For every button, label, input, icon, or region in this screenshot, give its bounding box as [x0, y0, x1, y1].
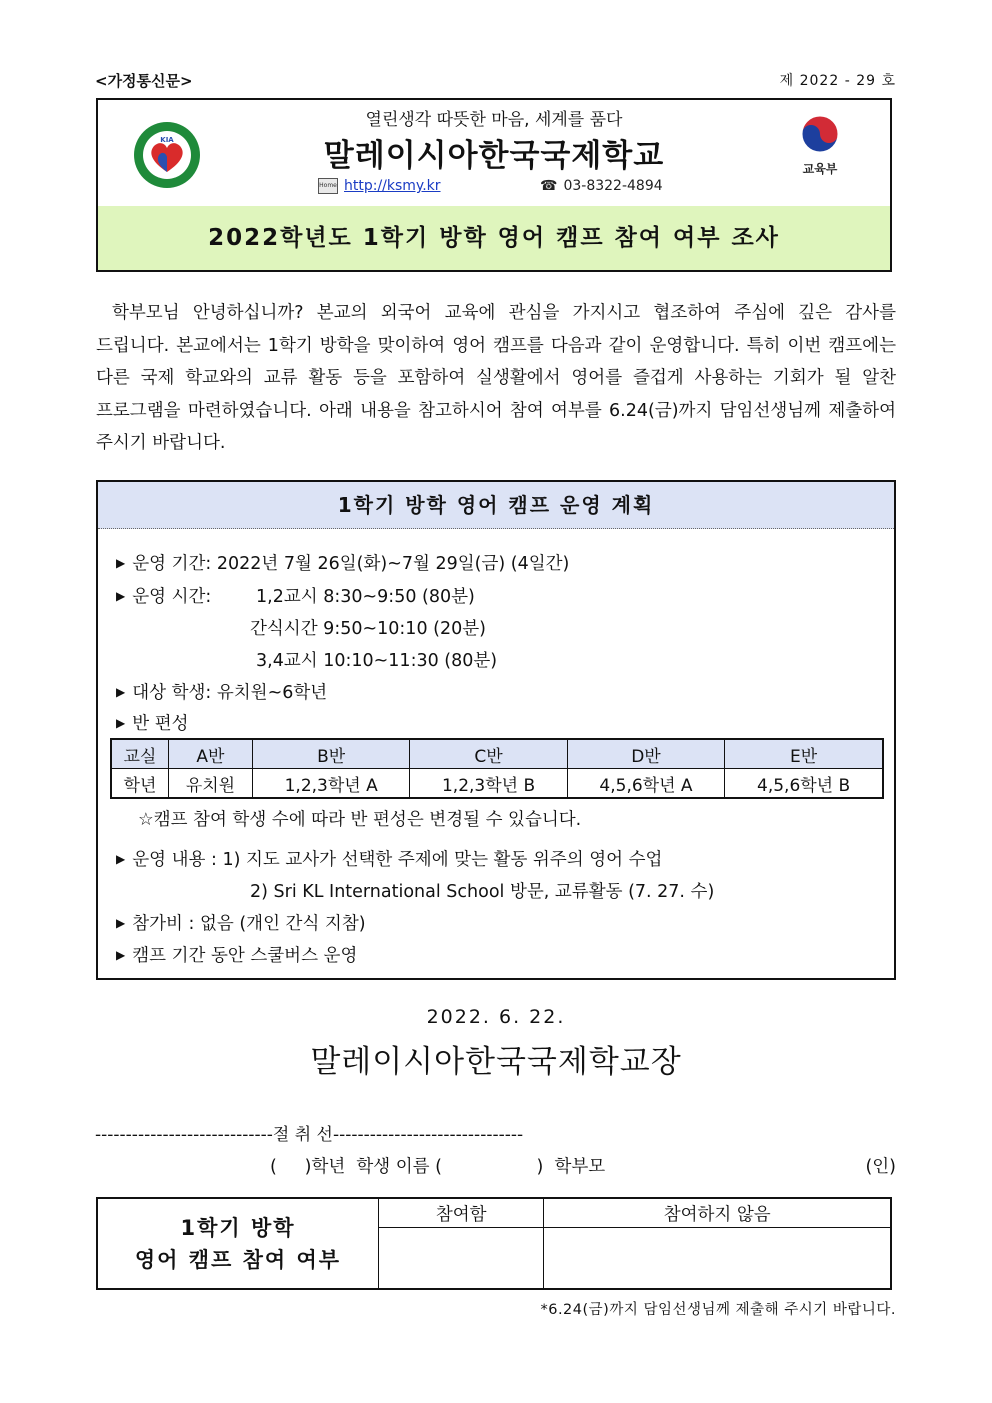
- camp-plan-box: [96, 480, 896, 980]
- bullet-icon: ▶: [116, 916, 126, 930]
- moe-logo: [792, 114, 848, 177]
- bullet-icon: ▶: [116, 948, 126, 962]
- phone-number: 03-8322-4894: [563, 178, 663, 194]
- plan-target-text: 대상 학생: 유치원~6학년: [132, 683, 328, 703]
- bullet-icon: ▶: [116, 589, 126, 603]
- plan-content-2: 2) Sri KL International School 방문, 교류활동 (7. 27. 수): [250, 882, 715, 902]
- class-table-header: E반: [725, 739, 883, 769]
- issue-date: 2022. 6. 22.: [426, 1006, 566, 1028]
- class-table-cell: 1,2,3학년 A: [252, 769, 409, 799]
- class-table-cell: 학년: [111, 769, 168, 799]
- plan-class-label: 반 편성: [132, 714, 189, 734]
- bullet-icon: ▶: [116, 685, 126, 699]
- plan-fee: [116, 910, 366, 935]
- student-info-line[interactable]: ( )학년 학생 이름 ( ) 학부모: [270, 1157, 606, 1177]
- class-table-header: 교실: [111, 739, 168, 769]
- class-table-header: B반: [252, 739, 409, 769]
- class-table-cell: 유치원: [168, 769, 252, 799]
- class-table-header: D반: [567, 739, 724, 769]
- class-table-cell: 4,5,6학년 B: [725, 769, 883, 799]
- option-participate-header: 참여함: [379, 1198, 544, 1228]
- notice-type-label: <가정통신문>: [95, 72, 193, 90]
- seal-mark: (인): [865, 1157, 896, 1177]
- not-participate-check-cell[interactable]: [544, 1228, 891, 1290]
- plan-period: [116, 550, 569, 575]
- option-not-participate-header: 참여하지 않음: [544, 1198, 891, 1228]
- plan-time-label: 운영 시간:: [132, 587, 212, 607]
- document-title: 2022학년도 1학기 방학 영어 캠프 참여 여부 조사: [98, 206, 890, 270]
- intro-paragraph: [96, 297, 896, 460]
- class-table: [110, 738, 884, 799]
- bullet-icon: ▶: [116, 556, 126, 570]
- plan-content-1: 운영 내용 : 1) 지도 교사가 선택한 주제에 맞는 활동 위주의 영어 수업: [132, 850, 663, 870]
- plan-content: [116, 846, 662, 871]
- class-table-header: C반: [410, 739, 567, 769]
- submission-footnote: *6.24(금)까지 담임선생님께 제출해 주시기 바랍니다.: [540, 1302, 896, 1318]
- plan-class: [116, 710, 189, 735]
- issue-number: 제 2022 - 29 호: [779, 73, 896, 89]
- home-icon: Home: [318, 178, 338, 194]
- reply-table: [96, 1197, 892, 1290]
- letterhead: [96, 98, 892, 272]
- moe-label: 교육부: [802, 162, 838, 176]
- plan-time: [116, 583, 211, 608]
- letterhead-top: [98, 100, 890, 208]
- plan-time-2: 간식시간 9:50~10:10 (20분): [250, 619, 486, 639]
- class-table-header-row: [111, 739, 883, 769]
- plan-time-1: 1,2교시 8:30~9:50 (80분): [256, 587, 475, 607]
- reply-label: [97, 1198, 379, 1289]
- plan-target: [116, 679, 327, 704]
- school-name: 말레이시아한국국제학교: [323, 138, 665, 174]
- plan-period-text: 운영 기간: 2022년 7월 26일(화)~7월 29일(금) (4일간): [132, 554, 570, 574]
- reply-label-line-1: 1학기 방학: [180, 1215, 296, 1240]
- phone-icon: ☎: [540, 178, 558, 194]
- class-table-row: [111, 769, 883, 799]
- plan-bus-text: 캠프 기간 동안 스쿨버스 운영: [132, 946, 358, 966]
- intro-text: 학부모님 안녕하십니까? 본교의 외국어 교육에 관심을 가지시고 협조하여 주심에 깊은 감사를 드립니다. 본교에서는 1학기 방학을 맞이하여 영어 캠프를 다음과 같이 운영합니다. 특히 이번 캠프에는 다른 국제 학교와의 교류 활동 등을 포함하여 실생활에서 영어를 즐겁게 사용하는 기회가 될 알찬 프로그램을 마련하였습니다. 아래 내용을 참고하시어 참여 여부를 6.24(금)까지 담임선생님께 제출하여 주시기 바랍니다.: [96, 303, 896, 453]
- cut-line: -----------------------------절 취 선-------------------------------: [95, 1125, 524, 1145]
- reply-label-line-2: 영어 캠프 참여 여부: [134, 1247, 342, 1272]
- principal-signature: 말레이시아한국국제학교장: [310, 1044, 682, 1080]
- plan-bus: [116, 942, 357, 967]
- website-link[interactable]: http://ksmy.kr: [344, 178, 441, 194]
- phone-contact: [540, 178, 663, 194]
- school-slogan: 열린생각 따뜻한 마음, 세계를 품다: [365, 110, 623, 130]
- website-contact: [318, 178, 441, 194]
- class-change-note: ☆캠프 참여 학생 수에 따라 반 편성은 변경될 수 있습니다.: [138, 810, 582, 830]
- svg-text:KIA: KIA: [160, 136, 174, 144]
- plan-fee-text: 참가비 : 없음 (개인 간식 지참): [132, 914, 366, 934]
- bullet-icon: ▶: [116, 852, 126, 866]
- bullet-icon: ▶: [116, 716, 126, 730]
- class-table-cell: 4,5,6학년 A: [567, 769, 724, 799]
- participate-check-cell[interactable]: [379, 1228, 544, 1290]
- camp-plan-title: 1학기 방학 영어 캠프 운영 계획: [98, 482, 894, 529]
- class-table-cell: 1,2,3학년 B: [410, 769, 567, 799]
- taegeuk-icon: [800, 114, 840, 154]
- class-table-header: A반: [168, 739, 252, 769]
- plan-time-3: 3,4교시 10:10~11:30 (80분): [256, 651, 498, 671]
